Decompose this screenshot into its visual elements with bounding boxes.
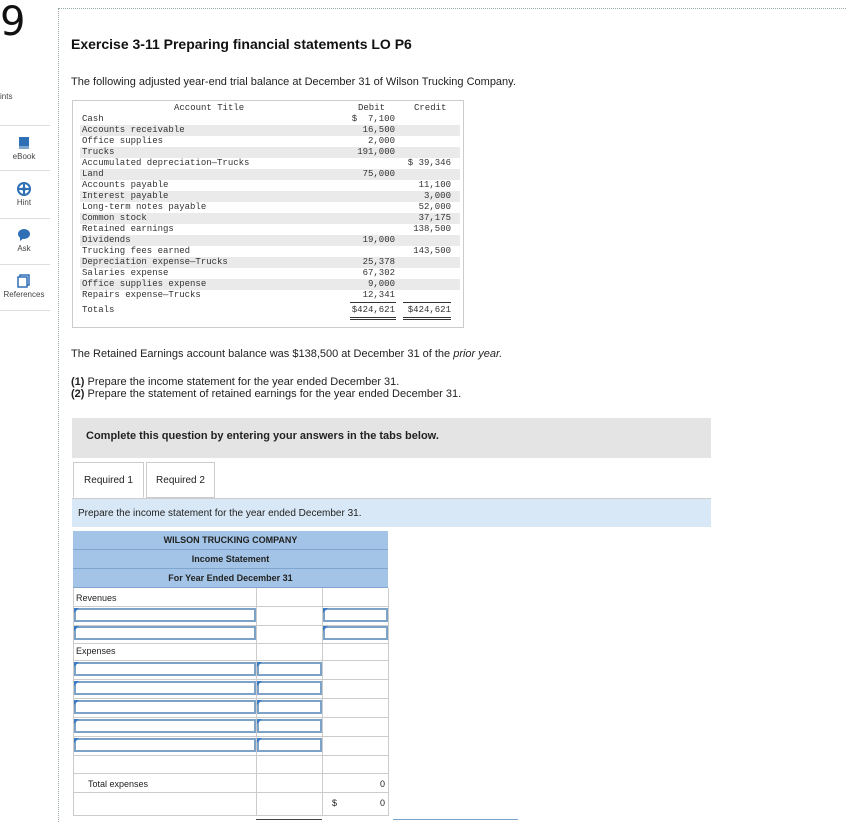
- statement-grid-line: [73, 792, 388, 793]
- sidebar-item-label: References: [3, 290, 45, 299]
- tb-account-name: Land: [82, 169, 104, 179]
- instruction-text: Prepare the income statement for the year ended December 31.: [78, 508, 362, 519]
- tb-row-stripe: [80, 147, 460, 158]
- tb-account-name: Interest payable: [82, 191, 169, 201]
- sidebar-item-ebook[interactable]: [0, 136, 48, 161]
- tb-debit-value: 25,378: [362, 257, 395, 267]
- top-border: [58, 8, 846, 9]
- tb-row-stripe: [80, 169, 460, 180]
- tb-account-name: Salaries expense: [82, 268, 169, 278]
- tb-account-name: Long-term notes payable: [82, 202, 207, 212]
- tb-header-credit: Credit: [414, 103, 447, 113]
- requirement-1-number: (1): [71, 376, 85, 388]
- tb-account-name: Office supplies expense: [82, 279, 207, 289]
- hints-label: ints: [0, 92, 13, 101]
- tb-header-title: Account Title: [174, 103, 245, 113]
- requirement-1: [71, 376, 399, 388]
- expense-account-input[interactable]: [74, 662, 256, 676]
- tb-row-stripe: [80, 235, 460, 246]
- sidebar-item-label: Hint: [16, 198, 32, 207]
- statement-company: WILSON TRUCKING COMPANY: [73, 531, 388, 550]
- statement-grid-line: [73, 679, 388, 680]
- sidebar-separator: [0, 310, 50, 311]
- tb-account-name: Cash: [82, 114, 104, 124]
- retained-note-text: The Retained Earnings account balance was $138,500 at December 31 of the: [71, 348, 454, 360]
- tb-header-debit: Debit: [358, 103, 386, 113]
- ask-icon: [17, 228, 31, 242]
- sidebar-separator: [0, 125, 50, 126]
- statement-grid-line: [73, 773, 388, 774]
- debit-total-double-line: [350, 317, 396, 320]
- credit-subtotal-line: [403, 302, 451, 303]
- total-expenses-value: 0: [379, 779, 385, 789]
- tb-account-name: Common stock: [82, 213, 147, 223]
- requirement-2: [71, 388, 461, 400]
- tb-account-name: Retained earnings: [82, 224, 174, 234]
- statement-grid-line: [388, 588, 389, 816]
- expense-amount-input[interactable]: [257, 700, 322, 714]
- tb-debit-value: 67,302: [362, 268, 395, 278]
- expense-amount-input[interactable]: [257, 738, 322, 752]
- statement-grid-line: [73, 717, 388, 718]
- bottom-line-right: [393, 819, 518, 820]
- tb-debit-value: 9,000: [367, 279, 395, 289]
- sidebar-separator: [0, 218, 50, 219]
- references-icon: [17, 274, 31, 288]
- tb-account-name: Office supplies: [82, 136, 164, 146]
- tb-debit-value: $ 7,100: [351, 114, 395, 124]
- tb-debit-value: 191,000: [357, 147, 395, 157]
- tb-credit-value: 37,175: [418, 213, 451, 223]
- expense-amount-input[interactable]: [257, 662, 322, 676]
- requirement-1-text: Prepare the income statement for the year ended December 31.: [84, 376, 400, 388]
- tb-debit-value: 2,000: [367, 136, 395, 146]
- total-expenses-label: Total expenses: [88, 779, 149, 789]
- bottom-line-left: [256, 819, 322, 820]
- sidebar-item-label: Ask: [17, 244, 31, 253]
- credit-total-double-line: [403, 317, 451, 320]
- expense-account-input[interactable]: [74, 719, 256, 733]
- sidebar-item-hint[interactable]: [0, 182, 48, 207]
- expenses-label: Expenses: [76, 646, 116, 656]
- expense-amount-input[interactable]: [257, 719, 322, 733]
- tab-required-1[interactable]: Required 1: [73, 462, 144, 498]
- exercise-title: Exercise 3-11 Preparing financial statements LO P6: [71, 36, 412, 52]
- revenue-account-input[interactable]: [74, 626, 256, 640]
- tb-credit-value: 52,000: [418, 202, 451, 212]
- tb-account-name: Accounts payable: [82, 180, 169, 190]
- tb-debit-value: 75,000: [362, 169, 395, 179]
- statement-grid-line: [73, 736, 388, 737]
- expense-account-input[interactable]: [74, 738, 256, 752]
- statement-grid-line: [73, 698, 388, 699]
- statement-period: For Year Ended December 31: [73, 569, 388, 588]
- sidebar-separator: [0, 170, 50, 171]
- revenue-amount-input[interactable]: [323, 608, 388, 622]
- tb-credit-value: $ 39,346: [407, 158, 451, 168]
- tb-totals-debit: $424,621: [351, 305, 395, 315]
- ebook-icon: [17, 136, 31, 150]
- requirement-2-text: Prepare the statement of retained earnings for the year ended December 31.: [84, 388, 462, 400]
- statement-grid-line: [73, 660, 388, 661]
- tb-credit-value: 143,500: [413, 246, 451, 256]
- tb-account-name: Repairs expense—Trucks: [82, 290, 201, 300]
- tb-debit-value: 12,341: [362, 290, 395, 300]
- debit-subtotal-line: [350, 302, 396, 303]
- tb-credit-value: 138,500: [413, 224, 451, 234]
- sidebar-item-label: eBook: [12, 152, 36, 161]
- question-number: 9: [0, 0, 26, 45]
- tb-credit-value: 3,000: [423, 191, 451, 201]
- tb-account-name: Dividends: [82, 235, 131, 245]
- sidebar-separator: [0, 264, 50, 265]
- statement-grid-line: [73, 755, 388, 756]
- sidebar-item-references[interactable]: [0, 274, 48, 299]
- tb-account-name: Accumulated depreciation—Trucks: [82, 158, 250, 168]
- statement-name: Income Statement: [73, 550, 388, 569]
- requirement-2-number: (2): [71, 388, 85, 400]
- statement-grid-line: [73, 606, 388, 607]
- tb-debit-value: 16,500: [362, 125, 395, 135]
- revenue-amount-input[interactable]: [323, 626, 388, 640]
- tb-credit-value: 11,100: [418, 180, 451, 190]
- expense-account-input[interactable]: [74, 700, 256, 714]
- statement-grid-line: [73, 815, 388, 816]
- left-border: [58, 8, 59, 822]
- intro-text: The following adjusted year-end trial balance at December 31 of Wilson Trucking Company.: [71, 76, 516, 88]
- net-income-currency: $: [332, 798, 338, 808]
- tb-totals-label: Totals: [82, 305, 115, 315]
- sidebar-item-ask[interactable]: [0, 228, 48, 253]
- tb-debit-value: 19,000: [362, 235, 395, 245]
- net-income-value: 0: [379, 798, 385, 808]
- hint-icon: [17, 182, 31, 196]
- tb-account-name: Depreciation expense—Trucks: [82, 257, 228, 267]
- revenue-account-input[interactable]: [74, 608, 256, 622]
- complete-banner: [72, 418, 711, 458]
- expense-account-input[interactable]: [74, 681, 256, 695]
- retained-note-italic: prior year.: [453, 348, 503, 360]
- tb-account-name: Trucking fees earned: [82, 246, 191, 256]
- expense-amount-input[interactable]: [257, 681, 322, 695]
- revenues-label: Revenues: [76, 593, 117, 603]
- tb-account-name: Trucks: [82, 147, 115, 157]
- instruction-bar: [72, 499, 711, 527]
- statement-grid-line: [73, 643, 388, 644]
- complete-banner-text: Complete this question by entering your answers in the tabs below.: [86, 430, 439, 442]
- tb-account-name: Accounts receivable: [82, 125, 185, 135]
- retained-earnings-note: [71, 348, 502, 360]
- tb-totals-credit: $424,621: [407, 305, 451, 315]
- tab-required-2[interactable]: Required 2: [146, 462, 215, 498]
